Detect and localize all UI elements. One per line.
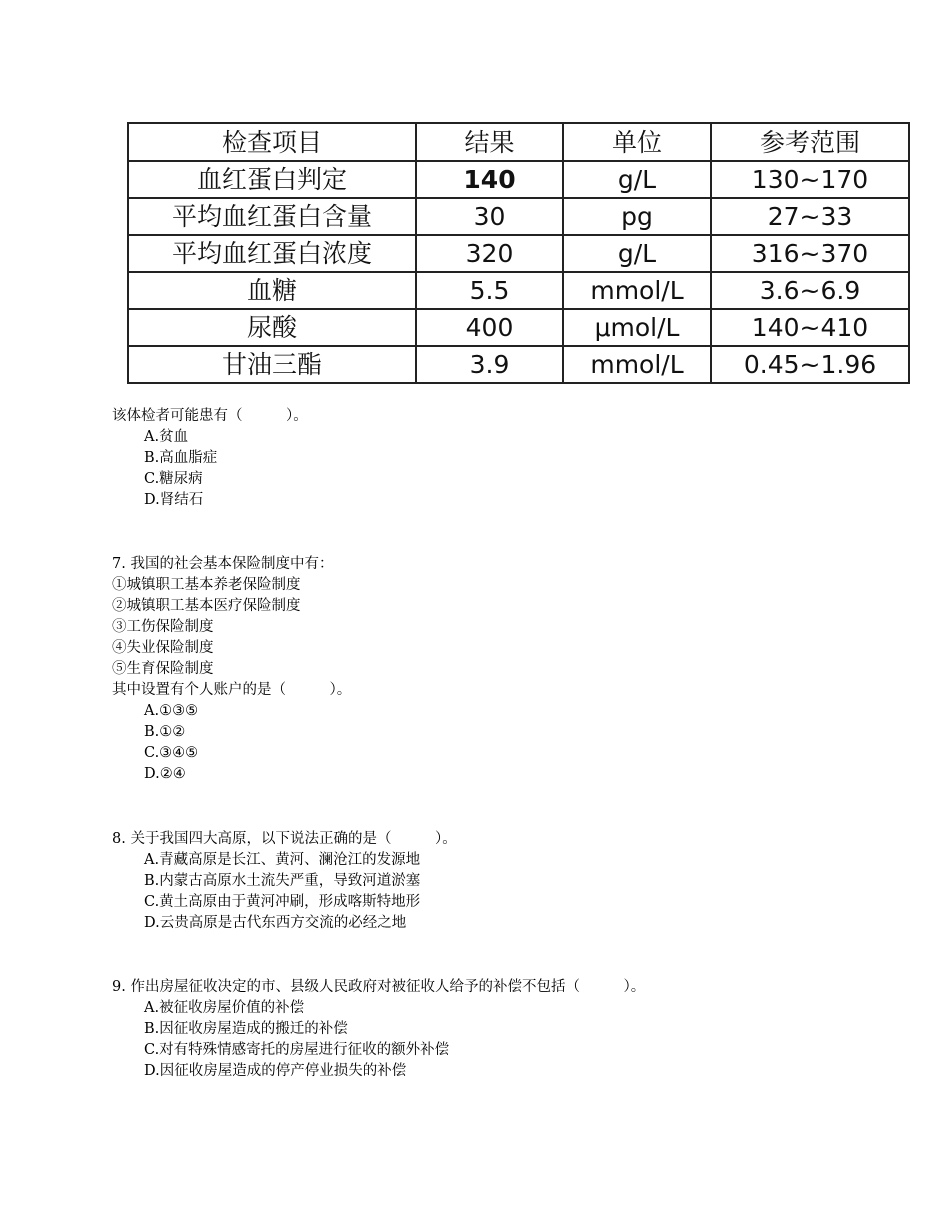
question-stem: 7. 我国的社会基本保险制度中有：	[112, 556, 334, 572]
option-c: C.对有特殊情感寄托的房屋进行征收的额外补偿	[144, 1042, 450, 1058]
result-cell: 400	[416, 309, 563, 346]
table-row	[128, 235, 909, 272]
option-d: D.云贵高原是古代东西方交流的必经之地	[144, 915, 407, 931]
unit-cell: μmol/L	[563, 309, 711, 346]
table-row	[128, 346, 909, 383]
item-cell: 平均血红蛋白浓度	[128, 235, 416, 272]
question-6	[112, 406, 308, 511]
unit-cell: mmol/L	[563, 272, 711, 309]
item-cell: 血糖	[128, 272, 416, 309]
question-stem: 8. 关于我国四大高原，以下说法正确的是（ ）。	[112, 831, 457, 847]
table-row	[128, 309, 909, 346]
result-cell: 140	[416, 161, 563, 198]
result-cell: 3.9	[416, 346, 563, 383]
table-row	[128, 272, 909, 309]
result-cell: 5.5	[416, 272, 563, 309]
item-cell: 甘油三酯	[128, 346, 416, 383]
result-cell: 320	[416, 235, 563, 272]
header-cell: 单位	[563, 123, 711, 161]
header-cell: 结果	[416, 123, 563, 161]
header-cell: 检查项目	[128, 123, 416, 161]
statement-item: ④失业保险制度	[112, 640, 214, 656]
unit-cell: pg	[563, 198, 711, 235]
item-cell: 尿酸	[128, 309, 416, 346]
option-b: B.高血脂症	[144, 450, 218, 466]
question-9	[112, 977, 645, 1082]
question-8	[112, 829, 457, 934]
option-c: C.糖尿病	[144, 471, 203, 487]
question-stem: 该体检者可能患有（ ）。	[112, 408, 308, 424]
unit-cell: g/L	[563, 235, 711, 272]
header-cell: 参考范围	[711, 123, 909, 161]
option-b: B.因征收房屋造成的搬迁的补偿	[144, 1021, 348, 1037]
range-cell: 130~170	[711, 161, 909, 198]
item-cell: 血红蛋白判定	[128, 161, 416, 198]
unit-cell: g/L	[563, 161, 711, 198]
option-d: D.因征收房屋造成的停产停业损失的补偿	[144, 1063, 407, 1079]
option-b: B.内蒙古高原水土流失严重，导致河道淤塞	[144, 873, 421, 889]
question-prompt: 其中设置有个人账户的是（ ）。	[112, 682, 352, 698]
table-row	[128, 198, 909, 235]
statement-item: ③工伤保险制度	[112, 619, 214, 635]
range-cell: 140~410	[711, 309, 909, 346]
option-b: B.①②	[144, 724, 186, 740]
question-stem: 9. 作出房屋征收决定的市、县级人民政府对被征收人给予的补偿不包括（ ）。	[112, 979, 646, 995]
option-d: D.肾结石	[144, 492, 204, 508]
range-cell: 27~33	[711, 198, 909, 235]
option-a: A.①③⑤	[144, 703, 199, 719]
unit-cell: mmol/L	[563, 346, 711, 383]
result-cell: 30	[416, 198, 563, 235]
statement-item: ①城镇职工基本养老保险制度	[112, 577, 301, 593]
item-cell: 平均血红蛋白含量	[128, 198, 416, 235]
table-row	[128, 161, 909, 198]
range-cell: 316~370	[711, 235, 909, 272]
option-c: C.③④⑤	[144, 745, 199, 761]
lab-results-table	[127, 122, 910, 384]
option-a: A.青藏高原是长江、黄河、澜沧江的发源地	[144, 852, 421, 868]
table-header-row	[128, 123, 909, 161]
option-c: C.黄土高原由于黄河冲刷，形成喀斯特地形	[144, 894, 421, 910]
statement-item: ⑤生育保险制度	[112, 661, 214, 677]
option-a: A.被征收房屋价值的补偿	[144, 1000, 305, 1016]
option-a: A.贫血	[144, 429, 189, 445]
range-cell: 3.6~6.9	[711, 272, 909, 309]
statement-item: ②城镇职工基本医疗保险制度	[112, 598, 301, 614]
range-cell: 0.45~1.96	[711, 346, 909, 383]
question-7	[112, 554, 351, 785]
option-d: D.②④	[144, 766, 186, 782]
